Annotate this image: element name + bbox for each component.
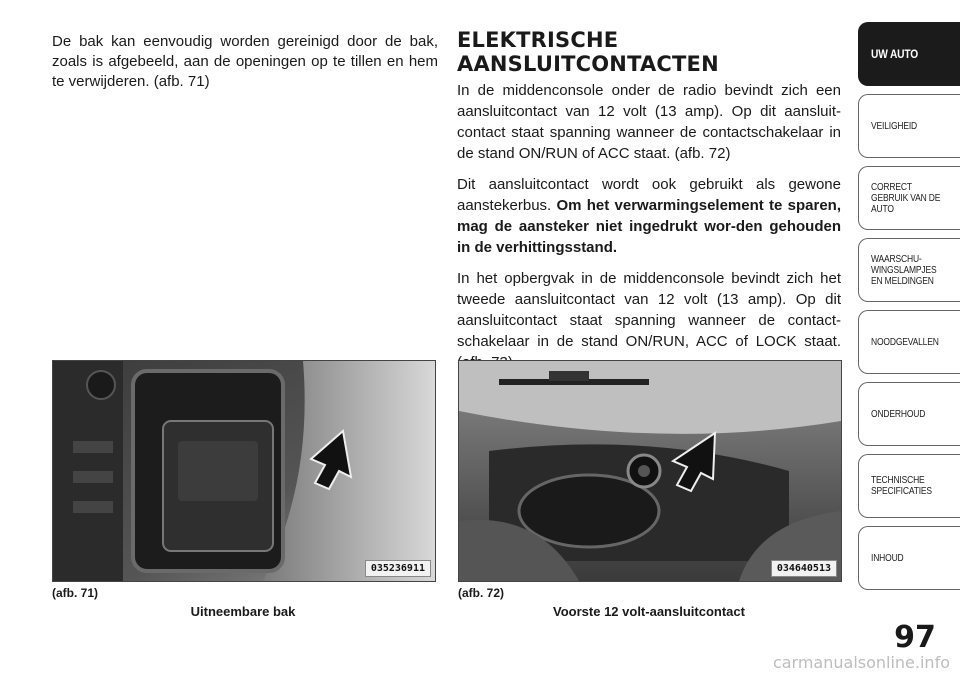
tab-onderhoud[interactable]: ONDERHOUD <box>858 382 960 446</box>
paragraph-2-text: Dit aansluitcontact wordt ook gebruikt als gewone aanstekerbus. <box>457 176 841 214</box>
figure-71-ref: (afb. 71) <box>52 586 99 600</box>
right-paragraph-3: In het opbergvak in de middenconsole bevindt zich het tweede aansluitcontact van 12 volt (13 amp). Op dit aansluitcontact staat spanning wanneer de contact-schakelaar in de stand ON/RUN, ACC of LOCK staat. <box>457 270 841 350</box>
right-paragraph-2 <box>457 174 841 258</box>
right-column <box>457 28 841 383</box>
tab-inhoud[interactable]: INHOUD <box>858 526 960 590</box>
tab-technische-specificaties[interactable]: TECHNISCHE SPECIFICATIES <box>858 454 960 518</box>
figure-72-photo <box>458 360 842 582</box>
watermark: carmanualsonline.info <box>772 653 950 672</box>
figure-72-ref: (afb. 72) <box>458 586 505 600</box>
tab-veiligheid[interactable]: VEILIGHEID <box>858 94 960 158</box>
figure-72-code: 034640513 <box>771 560 837 577</box>
tab-waarschuwingslampjes[interactable]: WAARSCHU-WINGSLAMPJES EN MELDINGEN <box>858 238 960 302</box>
tab-correct-gebruik[interactable]: CORRECT GEBRUIK VAN DE AUTO <box>858 166 960 230</box>
removable-tray-illustration <box>53 361 435 581</box>
figure-71-photo <box>52 360 436 582</box>
power-outlet-illustration <box>459 361 841 581</box>
tab-uw-auto[interactable]: UW AUTO <box>858 22 960 86</box>
left-column <box>52 32 438 92</box>
figure-72-caption: Voorste 12 volt-aansluitcontact <box>553 604 745 619</box>
figure-71-code: 035236911 <box>365 560 431 577</box>
paragraph-2-warning: Om het verwarmingselement te sparen, mag de aansteker niet ingedrukt wor-den gehouden in de verhittingsstand. <box>457 197 841 256</box>
tab-noodgevallen[interactable]: NOODGEVALLEN <box>858 310 960 374</box>
figure-71-caption: Uitneembare bak <box>190 604 296 619</box>
page-number: 97 <box>894 620 936 655</box>
right-paragraph-1: In de middenconsole onder de radio bevindt zich een aansluitcontact van 12 volt (13 amp). Op dit aansluit-contact staat spanning wanneer de contactschakelaar in de stand ON/RUN of ACC staat. (afb. 72) <box>457 82 841 162</box>
chapter-sidebar <box>858 22 960 598</box>
section-title: ELEKTRISCHE AANSLUITCONTACTEN <box>457 28 719 76</box>
left-paragraph: De bak kan eenvoudig worden gereinigd door de bak, zoals is afgebeeld, aan de openingen op te tillen en hem te verwijderen. (afb. 71) <box>52 33 438 90</box>
